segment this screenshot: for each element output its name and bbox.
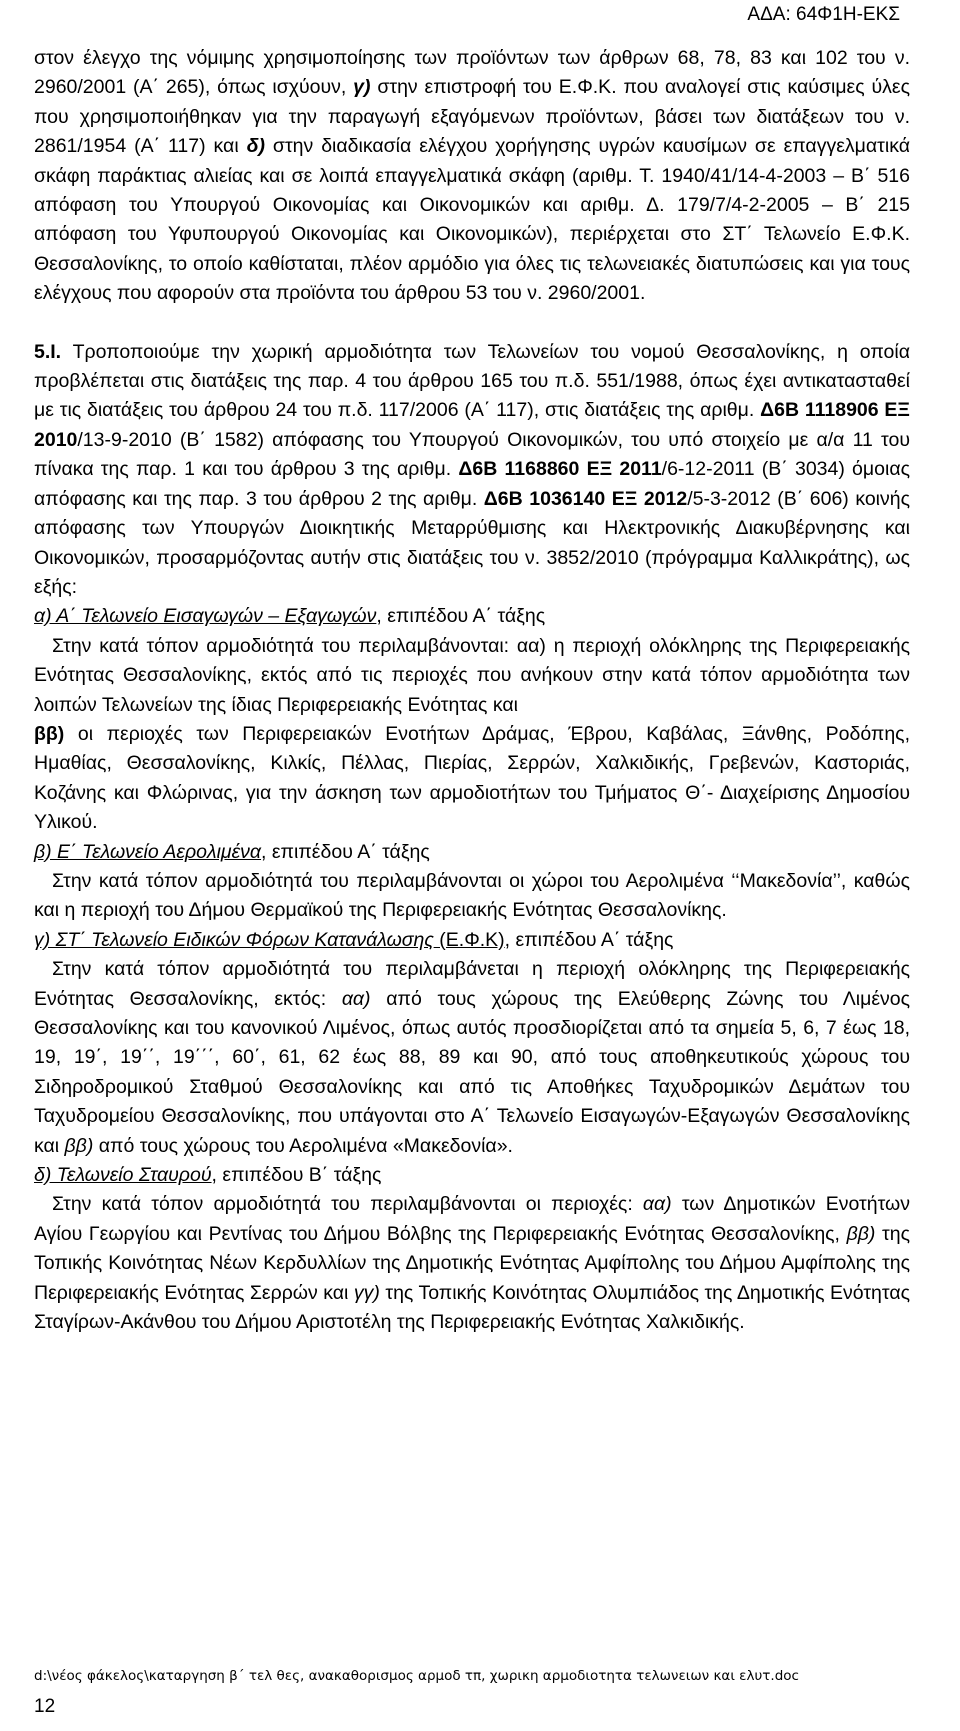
section-d-heading: δ) Τελωνείο Σταυρού, επιπέδου Β΄ τάξης	[34, 1164, 382, 1187]
section-d-text: Στην κατά τόπον αρμοδιότητά του περιλαμβάνονται οι περιοχές: αα) των Δημοτικών Ενοτήτων Αγίου Γεωργίου και Ρεντίνας του Δήμου Βόλβης της Περιφερειακής Ενότητας Θεσσαλονίκης, ββ) της Τοπικής Κοινότητας Νέων Κερδυλλίων της Δημοτικής Ενότητας Αμφίπολης του Δήμου Αμφίπολης της Περιφερειακής Ενότητας Σερρών και γγ) της Τοπικής Κοινότητας Ολυμπιάδος της Δημοτικής Ενότητας Σταγίρων-Ακάνθου του Δήμου Αριστοτέλη της Περιφερειακής Ενότητας Χαλκιδικής.	[34, 1193, 910, 1334]
page-number: 12	[34, 1696, 56, 1717]
paragraph-5-1: 5.Ι. Τροποποιούμε την χωρική αρμοδιότητα των Τελωνείων του νομού Θεσσαλονίκης, η οποία προβλέπεται στις διατάξεις της παρ. 4 του άρθρου 165 του π.δ. 551/1988, όπως έχει αντικατασταθεί με τις διατάξεις του άρθρου 24 του π.δ. 117/2006 (Α΄ 117), στις διατάξεις της αριθμ. Δ6Β 1118906 ΕΞ 2010/13-9-2010 (Β΄ 1582) απόφασης του Υπουργού Οικονομικών, του υπό στοιχείο με α/α 11 του πίνακα της παρ. 1 και του άρθρου 3 της αριθμ. Δ6Β 1168860 ΕΞ 2011/6-12-2011 (Β΄ 3034) όμοιας απόφασης και της παρ. 3 του άρθρου 2 της αριθμ. Δ6Β 1036140 ΕΞ 2012/5-3-2012 (Β΄ 606) κοινής απόφασης των Υπουργών Διοικητικής Μεταρρύθμισης και Ηλεκτρονικής Διακυβέρνησης και Οικονομικών, προσαρμόζοντας αυτήν στις διατάξεις του ν. 3852/2010 (πρόγραμμα Καλλικράτης), ως εξής:	[34, 340, 911, 598]
section-a-text: Στην κατά τόπον αρμοδιότητά του περιλαμβάνονται: αα) η περιοχή ολόκληρης της Περιφερειακής Ενότητας Θεσσαλονίκης, εκτός από τις περιοχές που ανήκουν στην κατά τόπον αρμοδιότητα των λοιπών Τελωνείων της ίδιας Περιφερειακής Ενότητας και	[34, 634, 910, 716]
section-a-heading: α) Α΄ Τελωνείο Εισαγωγών – Εξαγωγών, επιπέδου Α΄ τάξης	[34, 605, 546, 628]
section-c-heading: γ) ΣΤ΄ Τελωνείο Ειδικών Φόρων Κατανάλωσης (Ε.Φ.Κ), επιπέδου Α΄ τάξης	[34, 928, 674, 951]
item-marker: ββ)	[846, 1222, 876, 1245]
item-marker: ββ)	[34, 722, 65, 745]
section-a-bb: ββ) οι περιοχές των Περιφερειακών Ενοτήτων Δράμας, Έβρου, Καβάλας, Ξάνθης, Ροδόπης, Ημαθίας, Θεσσαλονίκης, Κιλκίς, Πέλλας, Πιερίας, Σερρών, Χαλκιδικής, Γρεβενών, Καστοριάς, Κοζάνης και Φλώρινας, για την άσκηση των αρμοδιοτήτων του Τμήματος Θ΄- Διαχείρισης Δημοσίου Υλικού.	[34, 722, 910, 834]
section-title: δ) Τελωνείο Σταυρού	[34, 1164, 212, 1187]
section-title: β) Ε΄ Τελωνείο Αερολιμένα	[34, 840, 262, 863]
section-c-text: Στην κατά τόπον αρμοδιότητά του περιλαμβάνεται η περιοχή ολόκληρης της Περιφερειακής Ενότητας Θεσσαλονίκης, εκτός: αα) από τους χώρους της Ελεύθερης Ζώνης του Λιμένος Θεσσαλονίκης και του κανονικού Λιμένος, όπως αυτός προσδιορίζεται από τα σημεία 5, 6, 7 έως 18, 19, 19΄, 19΄΄, 19΄΄΄, 60΄, 61, 62 έως 88, 89 και 90, από τους αποθηκευτικούς χώρους του Σιδηροδρομικού Σταθμού Θεσσαλονίκης και από τις Αποθήκες Ταχυδρομικών Δεμάτων του Ταχυδρομείου Θεσσαλονίκης, που υπάγονται στο Α΄ Τελωνείο Εισαγωγών-Εξαγωγών Θεσσαλονίκης και ββ) από τους χώρους του Αερολιμένα «Μακεδονία».	[34, 958, 911, 1157]
decision-reference: Δ6Β 1168860 ΕΞ 2011	[458, 458, 662, 481]
item-marker: αα)	[642, 1193, 672, 1216]
item-marker: αα)	[341, 987, 371, 1010]
item-marker: γγ)	[353, 1281, 380, 1304]
document-body	[34, 44, 910, 1337]
item-marker: γ)	[353, 76, 371, 99]
item-marker: δ)	[246, 135, 265, 158]
item-marker: ββ)	[64, 1134, 94, 1157]
paragraph-number: 5.Ι.	[34, 340, 62, 363]
file-path-footer: d:\νέος φάκελος\καταργηση β΄ τελ θες, ανακαθορισμος αρμοδ τπ, χωρικη αρμοδιοτητα τελωνειων και ελυτ.doc	[34, 1668, 799, 1684]
decision-reference: Δ6Β 1118906 ΕΞ 2010	[34, 399, 910, 451]
paragraph-continuation: στον έλεγχο της νόμιμης χρησιμοποίησης των προϊόντων των άρθρων 68, 78, 83 και 102 του ν. 2960/2001 (Α΄ 265), όπως ισχύουν, γ) στην επιστροφή του Ε.Φ.Κ. που αναλογεί στις καύσιμες ύλες που χρησιμοποιήθηκαν για την παραγωγή εξαγόμενων προϊόντων, βάσει των διατάξεων του ν. 2861/1954 (Α΄ 117) και δ) στην διαδικασία ελέγχου χορήγησης υγρών καυσίμων σε επαγγελματικά σκάφη παράκτιας αλιείας και σε λοιπά επαγγελματικά σκάφη (αριθμ. Τ. 1940/41/14-4-2003 – Β΄ 516 απόφαση του Υπουργού Οικονομίας και Οικονομικών και αριθμ. Δ. 179/7/4-2-2005 – Β΄ 215 απόφαση του Υφυπουργού Οικονομίας και Οικονομικών), περιέρχεται στο ΣΤ΄ Τελωνείο Ε.Φ.Κ. Θεσσαλονίκης, το οποίο καθίσταται, πλέον αρμόδιο για όλες τις τελωνειακές διατυπώσεις και για τους ελέγχους που αφορούν στα προϊόντα του άρθρου 53 του ν. 2960/2001.	[34, 47, 910, 305]
section-b-heading: β) Ε΄ Τελωνείο Αερολιμένα, επιπέδου Α΄ τάξης	[34, 840, 430, 863]
section-title: γ) ΣΤ΄ Τελωνείο Ειδικών Φόρων Κατανάλωσης	[34, 928, 434, 951]
section-b-text: Στην κατά τόπον αρμοδιότητά του περιλαμβάνονται οι χώροι του Αερολιμένα ‘‘Μακεδονία’’, καθώς και η περιοχή του Δήμου Θερμαϊκού της Περιφερειακής Ενότητας Θεσσαλονίκης.	[34, 869, 910, 922]
decision-reference: Δ6Β 1036140 ΕΞ 2012	[483, 487, 688, 510]
ada-code: ΑΔΑ: 64Φ1Η-ΕΚΣ	[747, 4, 900, 25]
section-title: α) Α΄ Τελωνείο Εισαγωγών – Εξαγωγών	[34, 605, 377, 628]
